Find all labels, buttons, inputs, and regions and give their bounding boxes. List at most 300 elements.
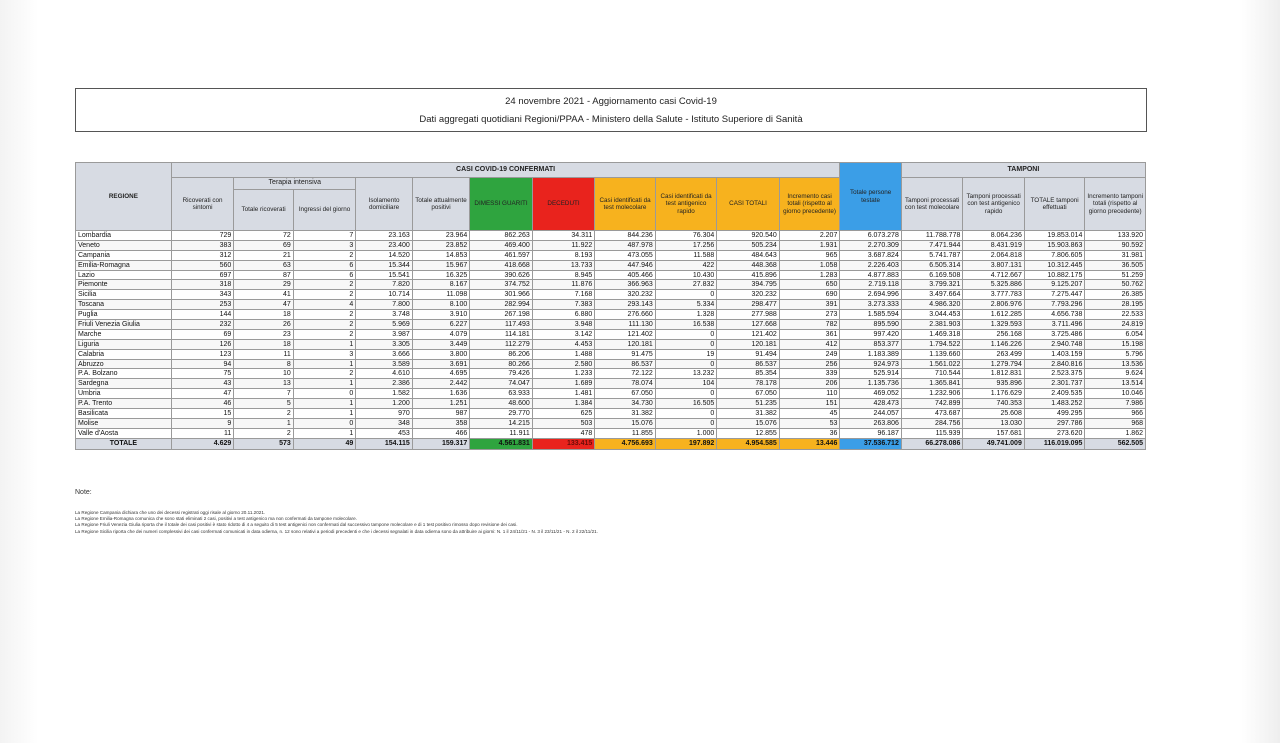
value-cell: 19 [655,349,717,359]
value-cell: 1 [293,379,356,389]
value-cell: 1.329.593 [963,320,1025,330]
region-name-cell: Toscana [76,300,172,310]
value-cell: 2.580 [532,359,595,369]
value-cell: 4 [293,300,356,310]
value-cell: 469.052 [840,389,902,399]
value-cell: 249 [779,349,840,359]
value-cell: 4.695 [412,369,469,379]
value-cell: 2.226.403 [840,260,902,270]
value-cell: 1.384 [532,399,595,409]
value-cell: 5.325.886 [963,280,1025,290]
header-tamponi-totale: TOTALE tamponi effettuati [1024,178,1085,231]
value-cell: 7.986 [1085,399,1146,409]
value-cell: 6 [293,260,356,270]
value-cell: 18 [234,310,293,320]
value-cell: 6.227 [412,320,469,330]
note-line: La Regione Sicilia riporta che dei numeri complessivi dei casi confermati comunicati in data odierna, n. 12 sono relativi a periodi precedenti e che i decessi segnalati in data odierna sono da attribuire ai giorni: N. 1 il 24/11/21 - N. 3 il 23/11/21 - N. 2 il 22/11/21. [75,528,598,534]
value-cell: 256 [779,359,840,369]
region-name-cell: Puglia [76,310,172,320]
header-test-molecolare: Casi identificati da test molecolare [595,178,656,231]
value-cell: 41 [234,290,293,300]
value-cell: 69 [171,329,234,339]
total-value-cell: 4.954.585 [717,438,780,449]
table-row [76,339,1146,349]
value-cell: 114.181 [470,329,533,339]
value-cell: 3.910 [412,310,469,320]
value-cell: 2.806.976 [963,300,1025,310]
report-title-box [75,88,1147,132]
value-cell: 9.624 [1085,369,1146,379]
value-cell: 1.689 [532,379,595,389]
value-cell: 625 [532,409,595,419]
table-row [76,349,1146,359]
value-cell: 14.215 [470,418,533,428]
value-cell: 19.853.014 [1024,231,1085,241]
value-cell: 11.922 [532,240,595,250]
value-cell: 96.187 [840,428,902,438]
header-terapia-intensiva: Terapia intensiva [234,178,356,190]
value-cell: 560 [171,260,234,270]
header-deceduti: DECEDUTI [532,178,595,231]
value-cell: 51.259 [1085,270,1146,280]
value-cell: 4.610 [356,369,412,379]
value-cell: 1.403.159 [1024,349,1085,359]
value-cell: 473.687 [901,409,963,419]
value-cell: 3.142 [532,329,595,339]
value-cell: 987 [412,409,469,419]
value-cell: 1.561.022 [901,359,963,369]
value-cell: 966 [1085,409,1146,419]
value-cell: 2 [293,290,356,300]
value-cell: 391 [779,300,840,310]
value-cell: 23.163 [356,231,412,241]
header-tamponi-molecolare: Tamponi processati con test molecolare [901,178,963,231]
value-cell: 0 [655,339,717,349]
value-cell: 3.725.486 [1024,329,1085,339]
value-cell: 690 [779,290,840,300]
value-cell: 4.656.738 [1024,310,1085,320]
value-cell: 63 [234,260,293,270]
value-cell: 8.431.919 [963,240,1025,250]
value-cell: 3.948 [532,320,595,330]
value-cell: 339 [779,369,840,379]
value-cell: 14.853 [412,250,469,260]
value-cell: 7.800 [356,300,412,310]
value-cell: 1 [293,409,356,419]
total-row [76,438,1146,449]
value-cell: 1 [293,399,356,409]
total-value-cell: 49.741.009 [963,438,1025,449]
header-tamponi-antigenico: Tamponi processati con test antigenico rapido [963,178,1025,231]
value-cell: 47 [171,389,234,399]
header-casi-confermati: CASI COVID-19 CONFERMATI [171,163,840,178]
region-name-cell: Lombardia [76,231,172,241]
region-name-cell: Molise [76,418,172,428]
value-cell: 48.600 [470,399,533,409]
value-cell: 26 [234,320,293,330]
value-cell: 1.135.736 [840,379,902,389]
value-cell: 11.911 [470,428,533,438]
value-cell: 2 [293,320,356,330]
value-cell: 85.354 [717,369,780,379]
value-cell: 15.198 [1085,339,1146,349]
value-cell: 127.668 [717,320,780,330]
value-cell: 428.473 [840,399,902,409]
value-cell: 13.030 [963,418,1025,428]
value-cell: 415.896 [717,270,780,280]
value-cell: 2.386 [356,379,412,389]
value-cell: 1.469.318 [901,329,963,339]
value-cell: 51.235 [717,399,780,409]
value-cell: 1.139.660 [901,349,963,359]
value-cell: 78.074 [595,379,656,389]
value-cell: 29 [234,280,293,290]
value-cell: 22.533 [1085,310,1146,320]
value-cell: 91.475 [595,349,656,359]
region-name-cell: P.A. Bolzano [76,369,172,379]
value-cell: 151 [779,399,840,409]
table-row [76,359,1146,369]
table-row [76,240,1146,250]
value-cell: 448.368 [717,260,780,270]
value-cell: 1.862 [1085,428,1146,438]
value-cell: 478 [532,428,595,438]
value-cell: 45 [779,409,840,419]
value-cell: 3.748 [356,310,412,320]
value-cell: 72.122 [595,369,656,379]
value-cell: 15.076 [717,418,780,428]
value-cell: 5.796 [1085,349,1146,359]
value-cell: 86.537 [595,359,656,369]
report-date-title: 24 novembre 2021 - Aggiornamento casi Covid-19 [505,96,717,107]
value-cell: 0 [655,418,717,428]
value-cell: 965 [779,250,840,260]
value-cell: 253 [171,300,234,310]
value-cell: 263.806 [840,418,902,428]
value-cell: 8.064.236 [963,231,1025,241]
table-row [76,280,1146,290]
value-cell: 6.073.278 [840,231,902,241]
table-row [76,310,1146,320]
table-row [76,379,1146,389]
value-cell: 157.681 [963,428,1025,438]
value-cell: 390.626 [470,270,533,280]
value-cell: 232 [171,320,234,330]
value-cell: 2.523.375 [1024,369,1085,379]
value-cell: 1 [293,339,356,349]
value-cell: 18 [234,339,293,349]
value-cell: 469.400 [470,240,533,250]
value-cell: 742.899 [901,399,963,409]
value-cell: 15.344 [356,260,412,270]
value-cell: 79.426 [470,369,533,379]
notes-section [75,489,875,535]
value-cell: 862.263 [470,231,533,241]
value-cell: 318 [171,280,234,290]
value-cell: 10.046 [1085,389,1146,399]
value-cell: 2.719.118 [840,280,902,290]
value-cell: 0 [655,409,717,419]
value-cell: 312 [171,250,234,260]
value-cell: 412 [779,339,840,349]
value-cell: 31.382 [595,409,656,419]
header-incremento-casi: Incremento casi totali (rispetto al giorno precedente) [779,178,840,231]
value-cell: 11.855 [595,428,656,438]
value-cell: 11 [171,428,234,438]
value-cell: 3.691 [412,359,469,369]
value-cell: 729 [171,231,234,241]
total-label-cell: TOTALE [76,438,172,449]
value-cell: 1.176.629 [963,389,1025,399]
value-cell: 844.236 [595,231,656,241]
value-cell: 405.466 [595,270,656,280]
value-cell: 11 [234,349,293,359]
value-cell: 2.442 [412,379,469,389]
value-cell: 12.855 [717,428,780,438]
region-name-cell: Marche [76,329,172,339]
value-cell: 7.383 [532,300,595,310]
value-cell: 13.536 [1085,359,1146,369]
region-name-cell: Sicilia [76,290,172,300]
region-name-cell: Campania [76,250,172,260]
header-ti-ingressi: Ingressi del giorno [293,190,356,231]
value-cell: 25.608 [963,409,1025,419]
table-row [76,428,1146,438]
value-cell: 7 [234,389,293,399]
value-cell: 1 [234,418,293,428]
value-cell: 3.987 [356,329,412,339]
value-cell: 2.270.309 [840,240,902,250]
value-cell: 2 [293,369,356,379]
value-cell: 74.047 [470,379,533,389]
value-cell: 453 [356,428,412,438]
header-persone-testate: Totale persone testate [840,163,902,231]
total-value-cell: 4.561.831 [470,438,533,449]
value-cell: 5.334 [655,300,717,310]
total-value-cell: 13.446 [779,438,840,449]
value-cell: 7.793.296 [1024,300,1085,310]
value-cell: 505.234 [717,240,780,250]
value-cell: 1.232.906 [901,389,963,399]
value-cell: 0 [655,329,717,339]
table-row [76,300,1146,310]
value-cell: 11.788.778 [901,231,963,241]
value-cell: 710.544 [901,369,963,379]
value-cell: 6 [293,270,356,280]
value-cell: 422 [655,260,717,270]
value-cell: 348 [356,418,412,428]
value-cell: 853.377 [840,339,902,349]
value-cell: 0 [293,418,356,428]
value-cell: 525.914 [840,369,902,379]
value-cell: 1.279.794 [963,359,1025,369]
total-value-cell: 573 [234,438,293,449]
value-cell: 1.251 [412,399,469,409]
value-cell: 21 [234,250,293,260]
value-cell: 133.920 [1085,231,1146,241]
value-cell: 499.295 [1024,409,1085,419]
value-cell: 297.786 [1024,418,1085,428]
value-cell: 3 [293,240,356,250]
header-test-antigenico: Casi identificati da test antigenico rapido [655,178,717,231]
value-cell: 1 [293,428,356,438]
value-cell: 72 [234,231,293,241]
value-cell: 284.756 [901,418,963,428]
value-cell: 4.986.320 [901,300,963,310]
value-cell: 120.181 [595,339,656,349]
total-value-cell: 37.536.712 [840,438,902,449]
region-name-cell: Valle d'Aosta [76,428,172,438]
value-cell: 24.819 [1085,320,1146,330]
total-value-cell: 4.756.693 [595,438,656,449]
value-cell: 13.514 [1085,379,1146,389]
value-cell: 6.505.314 [901,260,963,270]
value-cell: 484.643 [717,250,780,260]
value-cell: 43 [171,379,234,389]
value-cell: 13.232 [655,369,717,379]
value-cell: 11.588 [655,250,717,260]
value-cell: 0 [655,359,717,369]
value-cell: 1.585.594 [840,310,902,320]
value-cell: 8 [234,359,293,369]
table-row [76,389,1146,399]
value-cell: 276.660 [595,310,656,320]
value-cell: 7.820 [356,280,412,290]
value-cell: 123 [171,349,234,359]
value-cell: 78.178 [717,379,780,389]
value-cell: 10.714 [356,290,412,300]
value-cell: 256.168 [963,329,1025,339]
value-cell: 27.832 [655,280,717,290]
value-cell: 69 [234,240,293,250]
value-cell: 4.079 [412,329,469,339]
value-cell: 86.537 [717,359,780,369]
note-line: La Regione Campania dichiara che uno dei decessi registrati oggi risale al giorno 20.11.2021. [75,510,266,515]
header-dimessi-guariti: DIMESSI GUARITI [470,178,533,231]
value-cell: 0 [655,290,717,300]
value-cell: 206 [779,379,840,389]
value-cell: 15.903.863 [1024,240,1085,250]
value-cell: 112.279 [470,339,533,349]
region-name-cell: Umbria [76,389,172,399]
value-cell: 31.981 [1085,250,1146,260]
table-row [76,320,1146,330]
value-cell: 461.597 [470,250,533,260]
total-value-cell: 562.505 [1085,438,1146,449]
table-row [76,329,1146,339]
value-cell: 10.312.445 [1024,260,1085,270]
value-cell: 970 [356,409,412,419]
value-cell: 2.381.903 [901,320,963,330]
table-row [76,369,1146,379]
value-cell: 63.933 [470,389,533,399]
total-value-cell: 4.629 [171,438,234,449]
value-cell: 111.130 [595,320,656,330]
value-cell: 3.449 [412,339,469,349]
value-cell: 487.978 [595,240,656,250]
value-cell: 2.409.535 [1024,389,1085,399]
value-cell: 5.741.787 [901,250,963,260]
value-cell: 34.730 [595,399,656,409]
value-cell: 17.256 [655,240,717,250]
value-cell: 4.453 [532,339,595,349]
value-cell: 5 [234,399,293,409]
value-cell: 6.880 [532,310,595,320]
value-cell: 366.963 [595,280,656,290]
value-cell: 1.481 [532,389,595,399]
table-row [76,270,1146,280]
value-cell: 924.973 [840,359,902,369]
value-cell: 7.806.605 [1024,250,1085,260]
report-source-subtitle: Dati aggregati quotidiani Regioni/PPAA - Ministero della Salute - Istituto Superiore di Sanità [419,114,803,125]
value-cell: 80.266 [470,359,533,369]
value-cell: 1.328 [655,310,717,320]
value-cell: 23 [234,329,293,339]
value-cell: 3.807.131 [963,260,1025,270]
value-cell: 1.488 [532,349,595,359]
header-totale-positivi: Totale attualmente positivi [412,178,469,231]
table-row [76,409,1146,419]
note-line: La Regione Friuli Venezia Giulia riporta che il totale dei casi positivi è stato ridotto di 4 a seguito di 5 test antigenici non confermati dal successivo tampone molecolare e di 1 test positivo rimosso dopo revisione dei casi. [75,522,518,528]
region-name-cell: Liguria [76,339,172,349]
value-cell: 920.540 [717,231,780,241]
value-cell: 1.000 [655,428,717,438]
value-cell: 3.666 [356,349,412,359]
table-body [76,231,1146,450]
value-cell: 46 [171,399,234,409]
value-cell: 10.882.175 [1024,270,1085,280]
header-regione: REGIONE [76,163,172,231]
value-cell: 273 [779,310,840,320]
value-cell: 104 [655,379,717,389]
value-cell: 15 [171,409,234,419]
value-cell: 13.733 [532,260,595,270]
value-cell: 1.636 [412,389,469,399]
value-cell: 2.840.816 [1024,359,1085,369]
header-casi-totali: CASI TOTALI [717,178,780,231]
value-cell: 67.050 [595,389,656,399]
region-name-cell: Veneto [76,240,172,250]
value-cell: 90.592 [1085,240,1146,250]
value-cell: 8.193 [532,250,595,260]
value-cell: 36.505 [1085,260,1146,270]
value-cell: 13 [234,379,293,389]
covid-data-table [75,162,1146,450]
value-cell: 968 [1085,418,1146,428]
value-cell: 3.687.824 [840,250,902,260]
value-cell: 1.200 [356,399,412,409]
value-cell: 277.988 [717,310,780,320]
value-cell: 374.752 [470,280,533,290]
value-cell: 1.483.252 [1024,399,1085,409]
value-cell: 1.058 [779,260,840,270]
value-cell: 2 [293,310,356,320]
table-row [76,399,1146,409]
value-cell: 7.168 [532,290,595,300]
value-cell: 76.304 [655,231,717,241]
header-ricoverati: Ricoverati con sintomi [171,178,234,231]
value-cell: 121.402 [595,329,656,339]
value-cell: 14.520 [356,250,412,260]
value-cell: 997.420 [840,329,902,339]
value-cell: 466 [412,428,469,438]
value-cell: 120.181 [717,339,780,349]
value-cell: 10 [234,369,293,379]
value-cell: 4.877.883 [840,270,902,280]
value-cell: 3.273.333 [840,300,902,310]
total-value-cell: 197.892 [655,438,717,449]
value-cell: 383 [171,240,234,250]
